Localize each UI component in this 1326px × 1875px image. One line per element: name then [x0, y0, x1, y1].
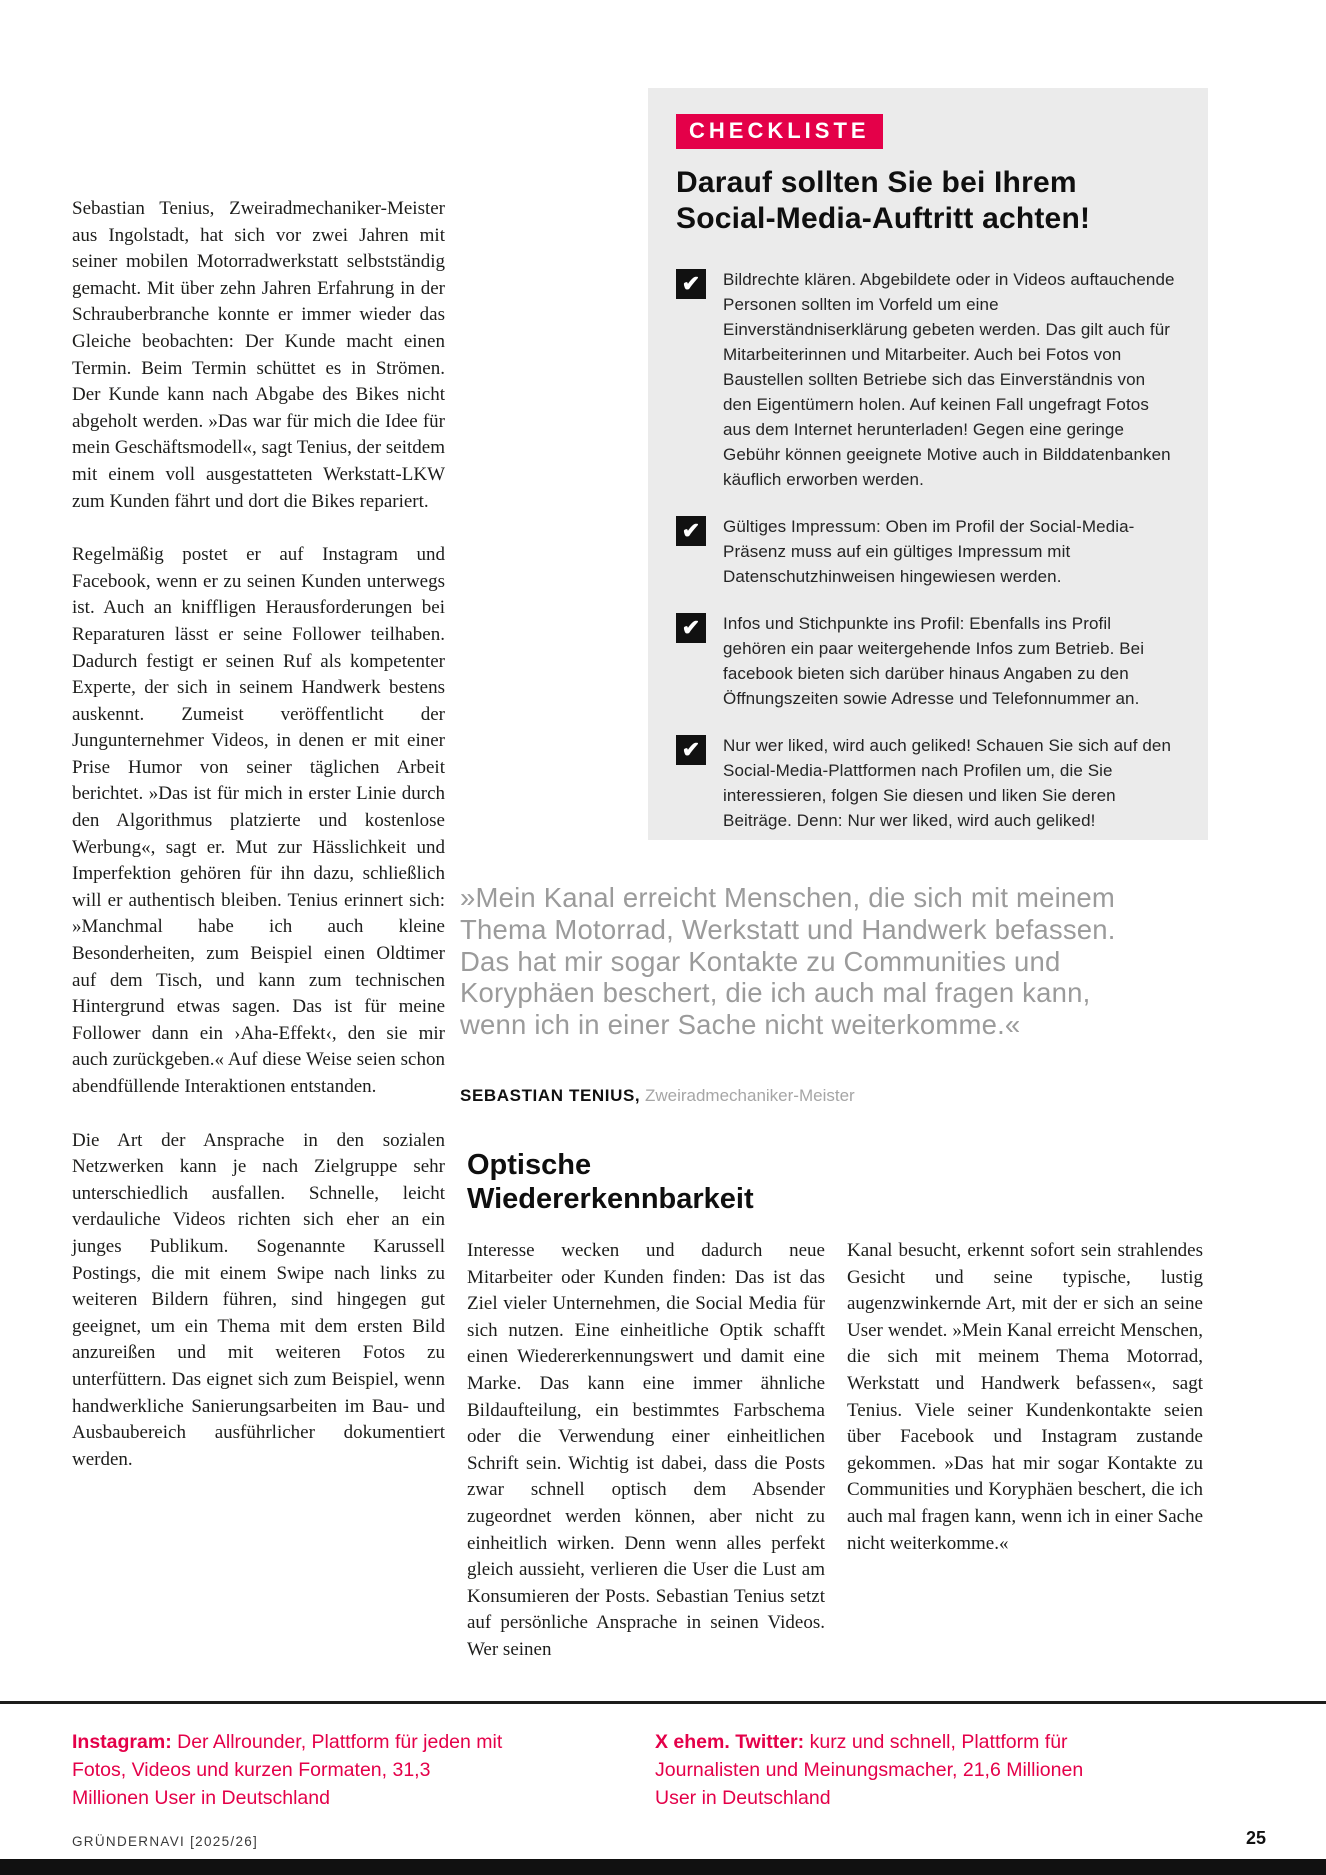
article-paragraph: Die Art der Ansprache in den sozialen Netzwerken kann je nach Zielgruppe sehr unterschiedlich ausfallen. Schnelle, leicht verdauliche Videos richten sich eher an ein junges Publikum. Sogenannte Karussell Postings, die mit einem Swipe nach links zu weiteren Bildern führen, sind hingegen gut geeignet, um ein Thema mit dem ersten Bild anzureißen und mit weiteren Fotos zu unterfüttern. Das eignet sich zum Beispiel, wenn handwerkliche Sanierungsarbeiten im Bau- und Ausbaubereich ausführlicher dokumentiert werden. [72, 1129, 445, 1470]
platform-note-label: Instagram: [72, 1731, 172, 1753]
article-paragraph: Sebastian Tenius, Zweiradmechaniker-Meister aus Ingolstadt, hat sich vor zwei Jahren mit seiner mobilen Motorradwerkstatt selbstständig gemacht. Mit über zehn Jahren Erfahrung in der Schrauberbranche konnte er immer wieder das Gleiche beobachten: Der Kunde macht einen Termin. Beim Termin schüttet es in Strömen. Der Kunde kann nach Abgabe des Bikes nicht abgeholt werden. »Das war für mich die Idee für mein Geschäftsmodell«, sagt Tenius, der seitdem mit einem voll ausgestatteten Werkstatt-LKW zum Kunden fährt und dort die Bikes repariert. [72, 198, 445, 512]
pull-quote: »Mein Kanal erreicht Menschen, die sich mit meinem Thema Motorrad, Werkstatt und Handwerk befassen. Das hat mir sogar Kontakte zu Communities und Koryphäen beschert, die ich auch mal fragen kann, wenn ich in einer Sache nicht weiterkomme.« [460, 882, 1116, 1041]
checklist-item-text: Bildrechte klären. Abgebildete oder in Videos auftauchende Personen sollten im Vorfeld um eine Einverständniserklärung gebeten werden. Das gilt auch für Mitarbeiterinnen und Mitarbeiter. Auch bei Fotos von Baustellen sollten Betriebe sich das Einverständnis von den Eigentümern holen. Auf keinen Fall ungefragt Fotos aus dem Internet herunterladen! Gegen eine geringe Gebühr können geeignete Motive auch in Bilddatenbanken käuflich erworben werden. [723, 270, 1175, 489]
platform-note-instagram [72, 1728, 512, 1812]
platform-note-text: kurz und schnell, Plattform für Journalisten und Meinungsmacher, 21,6 Millionen User in Deutschland [655, 1731, 1084, 1809]
publication-footer: GRÜNDERNAVI [2025/26] [72, 1834, 259, 1849]
checked-checkbox-icon: ✔ [676, 516, 706, 546]
checklist-badge: CHECKLISTE [676, 114, 883, 149]
bottom-page-bar [0, 1859, 1326, 1875]
checklist-item-text: Infos und Stichpunkte ins Profil: Ebenfalls ins Profil gehören ein paar weitergehende Infos zum Betrieb. Bei facebook bieten sich darüber hinaus Angaben zu den Öffnungszeiten sowie Adresse und Telefonnummer an. [723, 614, 1145, 708]
checklist-item [676, 611, 1178, 711]
section-heading: Optische Wiedererkennbarkeit [467, 1149, 754, 1215]
checked-checkbox-icon: ✔ [676, 269, 706, 299]
footer-divider [0, 1701, 1326, 1704]
platform-note-text: Der Allrounder, Plattform für jeden mit Fotos, Videos und kurzen Formaten, 31,3 Millionen User in Deutschland [72, 1731, 503, 1809]
checklist-item-text: Nur wer liked, wird auch geliked! Schauen Sie sich auf den Social-Media-Plattformen nach Profilen um, die Sie interessieren, folgen Sie diesen und liken Sie deren Beiträge. Denn: Nur wer liked, wird auch geliked! [723, 736, 1172, 830]
platform-note-label: X ehem. Twitter: [655, 1731, 805, 1753]
checked-checkbox-icon: ✔ [676, 613, 706, 643]
checklist-item [676, 733, 1178, 833]
checklist-box [648, 88, 1208, 840]
article-paragraph: Regelmäßig postet er auf Instagram und Facebook, wenn er zu seinen Kunden unterwegs ist. Auch an kniffligen Herausforderungen bei Reparaturen lässt er seine Follower teilhaben. Dadurch festigt er seinen Ruf als kompetenter Experte, der sich in seinem Handwerk bestens auskennt. Zumeist veröffentlicht der Jungunternehmer Videos, in denen er mit einer Prise Humor von seiner täglichen Arbeit berichtet. »Das ist für mich in erster Linie durch den Algorithmus platzierte und kostenlose Werbung«, sagt er. Mut zur Hässlichkeit und Imperfektion gehören für ihn dazu, schließlich will er authentisch bleiben. Tenius erinnert sich: »Manchmal habe ich auch kleine Besonderheiten, zum Beispiel einen Oldtimer auf dem Tisch, und kann zum technischen Hintergrund etwas sagen. Das ist für meine Follower dann ein ›Aha-Effekt‹, den sie mir auch zurückgeben.« Auf diese Weise seien schon abendfüllende Interaktionen entstanden. [72, 544, 445, 1097]
platform-note-x-twitter [655, 1728, 1095, 1812]
article-column-right: Kanal besucht, erkennt sofort sein strahlendes Gesicht und seine typische, lustig augenzwinkernde Art, mit der er sich an seine User wendet. »Mein Kanal erreicht Menschen, die sich mit meinem Thema Motorrad, Werkstatt und Handwerk befassen«, sagt Tenius. Viele seiner Kundenkontakte seien über Facebook und Instagram zustande gekommen. »Das hat mir sogar Kontakte zu Communities und Koryphäen beschert, die ich auch mal fragen kann, wenn ich in einer Sache nicht weiterkomme.« [847, 1240, 1203, 1554]
page-number: 25 [1245, 1828, 1266, 1848]
checklist-item-text: Gültiges Impressum: Oben im Profil der Social-Media-Präsenz muss auf ein gültiges Impressum mit Datenschutzhinweisen hingewiesen werden. [723, 517, 1135, 586]
checked-checkbox-icon: ✔ [676, 735, 706, 765]
checklist-title: Darauf sollten Sie bei Ihrem Social-Media-Auftritt achten! [676, 166, 1091, 235]
quote-author-role: Zweiradmechaniker-Meister [644, 1086, 855, 1105]
checklist-item [676, 267, 1178, 492]
article-column-left [72, 196, 445, 1500]
checklist-item [676, 514, 1178, 589]
quote-attribution [460, 1086, 1160, 1106]
article-column-middle: Interesse wecken und dadurch neue Mitarbeiter oder Kunden finden: Das ist das Ziel vieler Unternehmen, die Social Media für sich nutzen. Eine einheitliche Optik schafft einen Wiedererkennungswert und damit eine Marke. Das kann eine immer ähnliche Bildaufteilung, ein bestimmtes Farbschema oder die Verwendung einer einheitlichen Schrift sein. Wichtig ist dabei, dass die Posts zwar schnell optisch dem Absender zugeordnet werden können, aber nicht zu einheitlich wirken. Denn wenn alles perfekt gleich aussieht, verlieren die User die Lust am Konsumieren der Posts. Sebastian Tenius setzt auf persönliche Ansprache in seinen Videos. Wer seinen [467, 1240, 825, 1660]
quote-author: SEBASTIAN TENIUS, [460, 1086, 641, 1105]
